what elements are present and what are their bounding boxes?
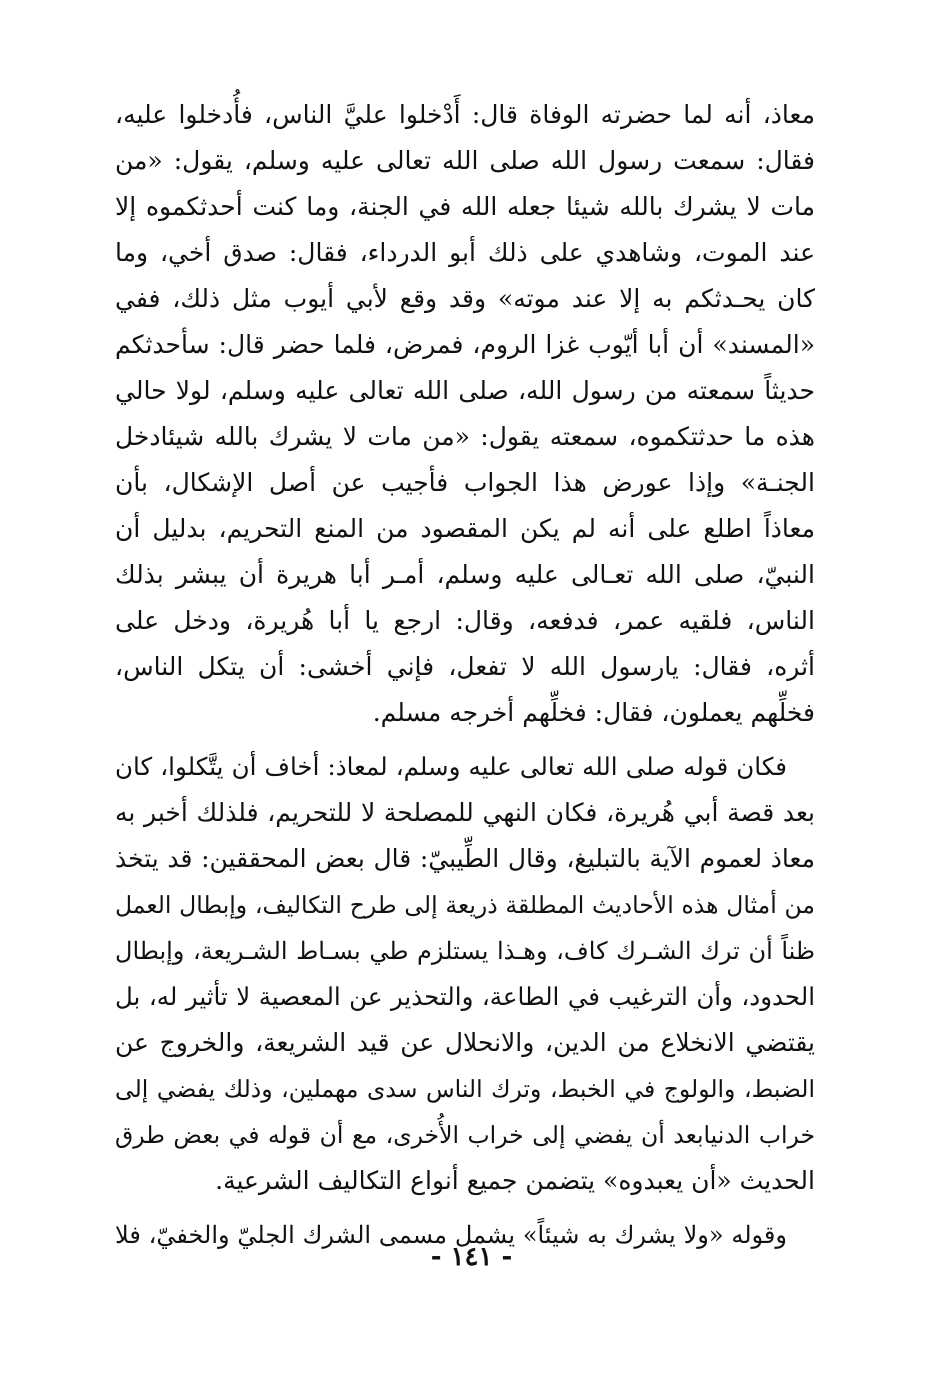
text-line: فقال: سمعت رسول الله صلى الله تعالى عليه وسلم، يقول: «من: [115, 146, 815, 175]
text-line: خراب الدنيابعد أن يفضي إلى خراب الأُخرى، مع أن قوله في بعض طرق: [115, 1121, 815, 1149]
text-line: فخلِّهم يعملون، فقال: فخلِّهم أخرجه مسلم.: [372, 698, 815, 727]
text-line: بعد قصة أبي هُريرة، فكان النهي للمصلحة لا للتحريم، فلذلك أخبر به: [115, 798, 815, 827]
paragraph-gap: [115, 736, 815, 744]
text-line: ظناً أن ترك الشـرك كاف، وهـذا يستلزم طي بسـاط الشـريعة، وإبطال: [115, 937, 815, 965]
text-line: فكان قوله صلى الله تعالى عليه وسلم، لمعاذ: أخاف أن يتَّكلوا، كان: [115, 752, 787, 781]
page-body: [115, 92, 815, 1258]
text-line: عند الموت، وشاهدي على ذلك أبو الدرداء، فقال: صدق أخي، وما: [115, 238, 815, 267]
text-line: الناس، فلقيه عمر، فدفعه، وقال: ارجع يا أبا هُريرة، ودخل على: [115, 606, 815, 635]
text-line: «المسند» أن أبا أيّوب غزا الروم، فمرض، فلما حضر قال: سأحدثكم: [115, 330, 815, 359]
text-line: معاذاً اطلع على أنه لم يكن المقصود من المنع التحريم، بدليل أن: [115, 514, 815, 543]
paragraph-2: [115, 744, 815, 1204]
text-line: كان يحـدثكم به إلا عند موته» وقد وقع لأبي أيوب مثل ذلك، ففي: [115, 284, 815, 313]
text-line: أثره، فقال: يارسول الله لا تفعل، فإني أخشى: أن يتكل الناس،: [115, 652, 815, 681]
text-line: الضبط، والولوج في الخبط، وترك الناس سدى مهملين، وذلك يفضي إلى: [115, 1075, 815, 1103]
text-line: حديثاً سمعته من رسول الله، صلى الله تعالى عليه وسلم، لولا حالي: [115, 376, 815, 405]
text-line: هذه ما حدثتكموه، سمعته يقول: «من مات لا يشرك بالله شيئادخل: [115, 422, 815, 451]
text-line: يقتضي الانخلاع من الدين، والانحلال عن قيد الشريعة، والخروج عن: [115, 1028, 815, 1057]
page-number: - ١٤١ -: [430, 1242, 513, 1272]
text-line: النبيّ، صلى الله تعـالى عليه وسلم، أمـر أبا هريرة أن يبشر بذلك: [115, 560, 815, 589]
text-line: معاذ، أنه لما حضرته الوفاة قال: أَدْخلوا عليَّ الناس، فأُدخلوا عليه،: [115, 100, 815, 129]
text-line: معاذ لعموم الآية بالتبليغ، وقال الطِّيبيّ: قال بعض المحققين: قد يتخذ: [115, 844, 815, 873]
text-line: الحديث «أن يعبدوه» يتضمن جميع أنواع التكاليف الشرعية.: [215, 1166, 815, 1195]
paragraph-1: [115, 92, 815, 736]
text-line: وقوله «ولا يشرك به شيئاً» يشمل مسمى الشرك الجليّ والخفيّ، فلا: [115, 1221, 787, 1249]
text-line: الجنـة» وإذا عورض هذا الجواب فأجيب عن أصل الإشكال، بأن: [115, 468, 815, 497]
paragraph-gap: [115, 1204, 815, 1212]
text-line: الحدود، وأن الترغيب في الطاعة، والتحذير عن المعصية لا تأثير له، بل: [115, 982, 815, 1011]
text-line: مات لا يشرك بالله شيئا جعله الله في الجنة، وما كنت أحدثكموه إلا: [115, 192, 815, 221]
text-line: من أمثال هذه الأحاديث المطلقة ذريعة إلى طرح التكاليف، وإبطال العمل: [115, 891, 815, 919]
